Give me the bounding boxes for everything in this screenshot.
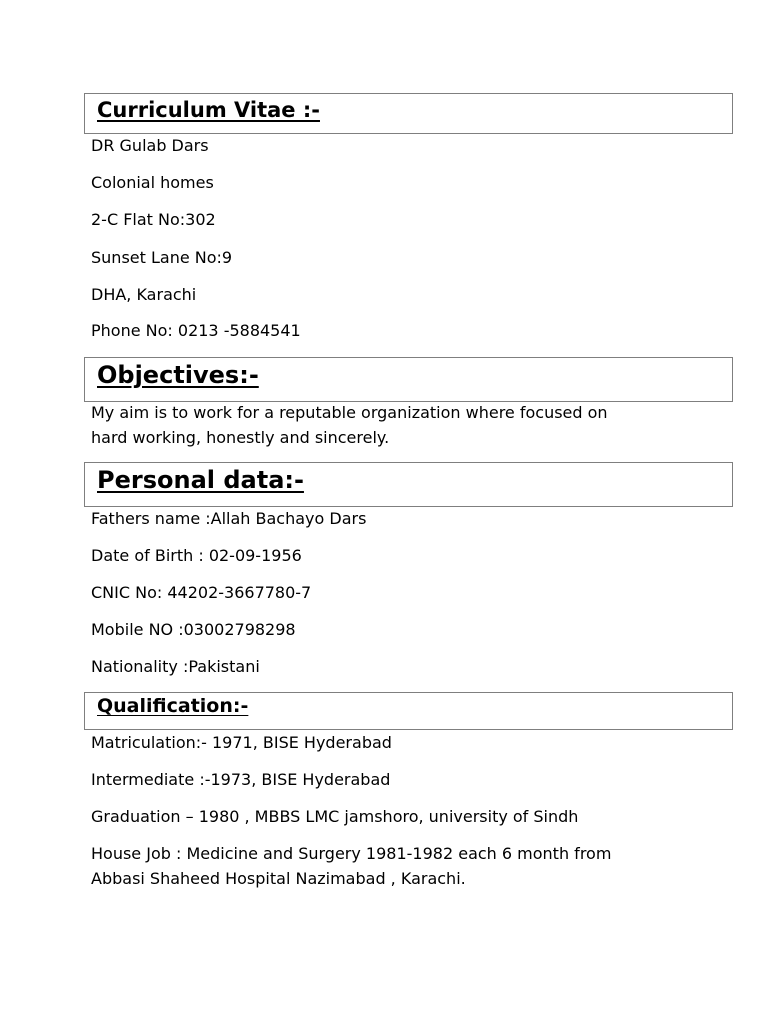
address-line-3: Sunset Lane No:9	[91, 248, 233, 267]
objectives-heading: Objectives:-	[97, 361, 259, 389]
graduation: Graduation – 1980 , MBBS LMC jamshoro, university of Sindh	[91, 807, 579, 826]
mobile-number: Mobile NO :03002798298	[91, 620, 296, 639]
objective-line-2: hard working, honestly and sincerely.	[91, 428, 390, 447]
phone-number: Phone No: 0213 -5884541	[91, 321, 301, 340]
fathers-name: Fathers name :Allah Bachayo Dars	[91, 509, 367, 528]
address-line-4: DHA, Karachi	[91, 285, 197, 304]
qualification-heading-box	[84, 692, 733, 730]
objective-line-1: My aim is to work for a reputable organization where focused on	[91, 403, 608, 422]
personal-data-heading-box	[84, 462, 733, 507]
cv-name: DR Gulab Dars	[91, 136, 209, 155]
address-line-2: 2-C Flat No:302	[91, 210, 216, 229]
house-job-line-1: House Job : Medicine and Surgery 1981-1982 each 6 month from	[91, 844, 612, 863]
intermediate: Intermediate :-1973, BISE Hyderabad	[91, 770, 391, 789]
address-line-1: Colonial homes	[91, 173, 214, 192]
nationality: Nationality :Pakistani	[91, 657, 260, 676]
objectives-heading-box	[84, 357, 733, 402]
matriculation: Matriculation:- 1971, BISE Hyderabad	[91, 733, 392, 752]
date-of-birth: Date of Birth : 02-09-1956	[91, 546, 302, 565]
cnic-number: CNIC No: 44202-3667780-7	[91, 583, 312, 602]
cv-title-box	[84, 93, 733, 134]
cv-title: Curriculum Vitae :-	[97, 98, 320, 122]
house-job-line-2: Abbasi Shaheed Hospital Nazimabad , Karachi.	[91, 869, 466, 888]
personal-data-heading: Personal data:-	[97, 466, 304, 494]
qualification-heading: Qualification:-	[97, 695, 249, 717]
